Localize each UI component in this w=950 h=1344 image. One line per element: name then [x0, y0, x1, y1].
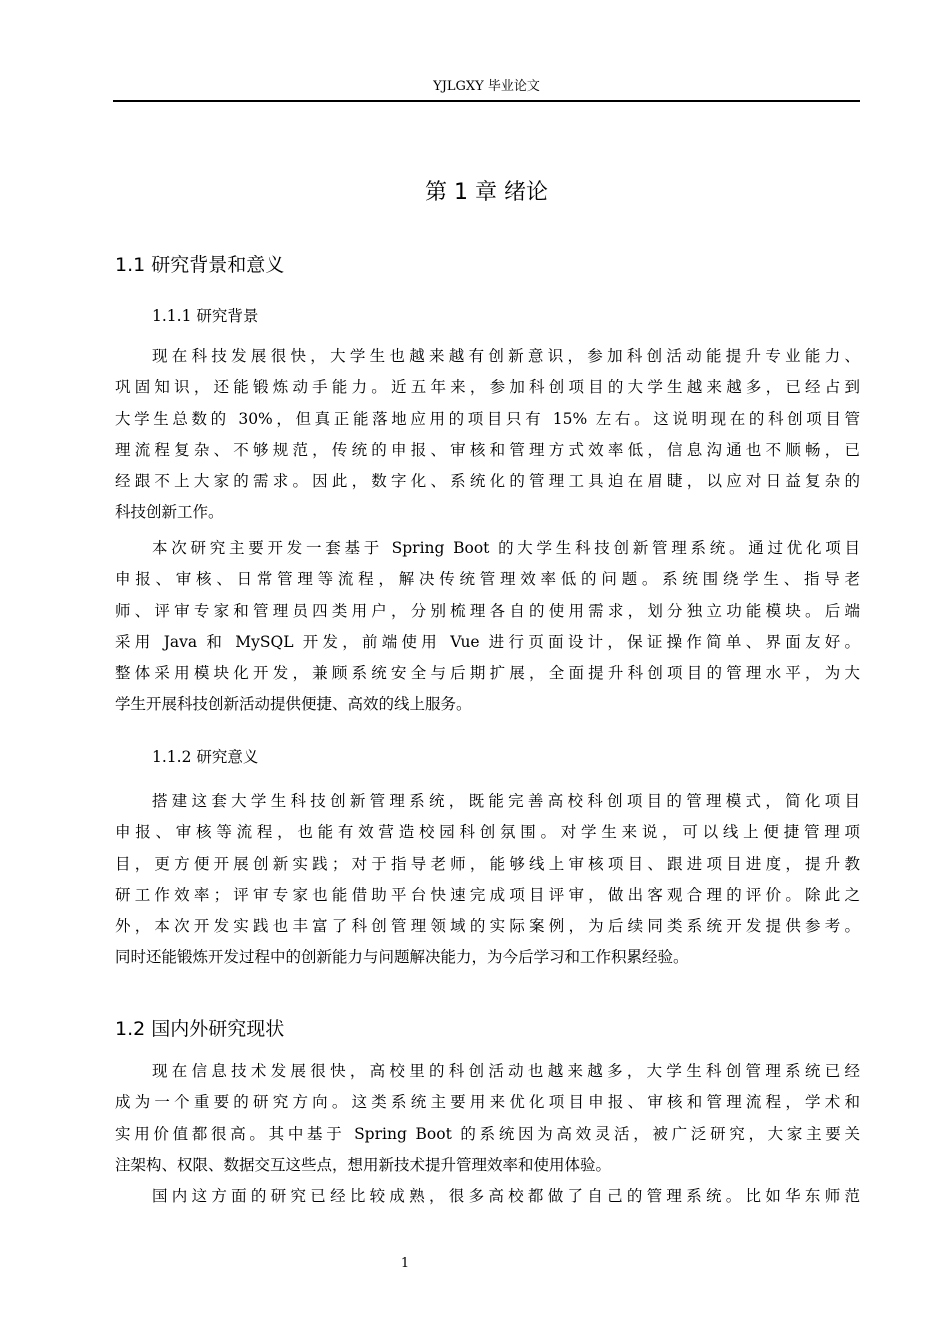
chapter-title: 第 1 章 绪论	[425, 180, 548, 205]
section-heading-1-2: 1.2 国内外研究现状	[115, 1018, 285, 1040]
paragraph-line: 研工作效率；评审专家也能借助平台快速完成项目评审，做出客观合理的评价。除此之	[115, 885, 860, 904]
paragraph-research-significance	[115, 786, 860, 974]
paragraph-line: 目，更方便开展创新实践；对于指导老师，能够线上审核项目、跟进项目进度，提升教	[115, 854, 860, 873]
paragraph-line: 同时还能锻炼开发过程中的创新能力与问题解决能力，为今后学习和工作积累经验。	[115, 948, 689, 967]
page-number: 1	[400, 1256, 410, 1271]
paragraph-line: 整体采用模块化开发，兼顾系统安全与后期扩展，全面提升科创项目的管理水平，为大	[115, 664, 860, 683]
paragraph-line: 经跟不上大家的需求。因此，数字化、系统化的管理工具迫在眉睫，以应对日益复杂的	[115, 472, 860, 491]
paragraph-line: 科技创新工作。	[115, 503, 224, 522]
running-header: YJLGXY 毕业论文	[433, 79, 540, 94]
subsection-heading-1-1-2: 1.1.2 研究意义	[152, 748, 259, 766]
paragraph-line: 搭建这套大学生科技创新管理系统，既能完善高校科创项目的管理模式，简化项目	[152, 792, 860, 810]
paragraph-line: 现在信息技术发展很快，高校里的科创活动也越来越多，大学生科创管理系统已经	[152, 1062, 860, 1080]
paragraph-line: 外，本次开发实践也丰富了科创管理领域的实际案例，为后续同类系统开发提供参考。	[115, 917, 860, 936]
paragraph-line: 学生开展科技创新活动提供便捷、高效的线上服务。	[115, 695, 472, 714]
paragraph-line: 实用价值都很高。其中基于 Spring Boot 的系统因为高效灵活，被广泛研究，大家主要关	[115, 1124, 860, 1143]
paragraph-line: 成为一个重要的研究方向。这类系统主要用来优化项目申报、审核和管理流程，学术和	[115, 1093, 860, 1112]
section-heading-1-1: 1.1 研究背景和意义	[115, 254, 285, 276]
paragraph-line: 师、评审专家和管理员四类用户，分别梳理各自的使用需求，划分独立功能模块。后端	[115, 601, 860, 620]
header-rule	[113, 100, 860, 102]
paragraph-research-background-2	[115, 533, 860, 721]
paragraph-line: 国内这方面的研究已经比较成熟，很多高校都做了自己的管理系统。比如华东师范	[152, 1187, 860, 1205]
subsection-heading-1-1-1: 1.1.1 研究背景	[152, 307, 259, 325]
paragraph-research-status-2	[115, 1181, 860, 1212]
paragraph-line: 申报、审核等流程，也能有效营造校园科创氛围。对学生来说，可以线上便捷管理项	[115, 823, 860, 842]
paragraph-line: 理流程复杂、不够规范，传统的申报、审核和管理方式效率低，信息沟通也不顺畅，已	[115, 440, 860, 459]
paragraph-line: 本次研究主要开发一套基于 Spring Boot 的大学生科技创新管理系统。通过优化项目	[152, 539, 860, 557]
paragraph-line: 现在科技发展很快，大学生也越来越有创新意识，参加科创活动能提升专业能力、	[152, 347, 860, 365]
paragraph-line: 注架构、权限、数据交互这些点，想用新技术提升管理效率和使用体验。	[115, 1155, 612, 1174]
paragraph-line: 采用 Java 和 MySQL 开发，前端使用 Vue 进行页面设计，保证操作简单、界面友好。	[115, 632, 860, 651]
paragraph-line: 巩固知识，还能锻炼动手能力。近五年来，参加科创项目的大学生越来越多，已经占到	[115, 378, 860, 397]
paragraph-line: 大学生总数的 30%，但真正能落地应用的项目只有 15% 左右。这说明现在的科创项目管	[115, 409, 860, 428]
paragraph-research-background-1	[115, 341, 860, 529]
paragraph-line: 申报、审核、日常管理等流程，解决传统管理效率低的问题。系统围绕学生、指导老	[115, 570, 860, 589]
paragraph-research-status-1	[115, 1056, 860, 1181]
